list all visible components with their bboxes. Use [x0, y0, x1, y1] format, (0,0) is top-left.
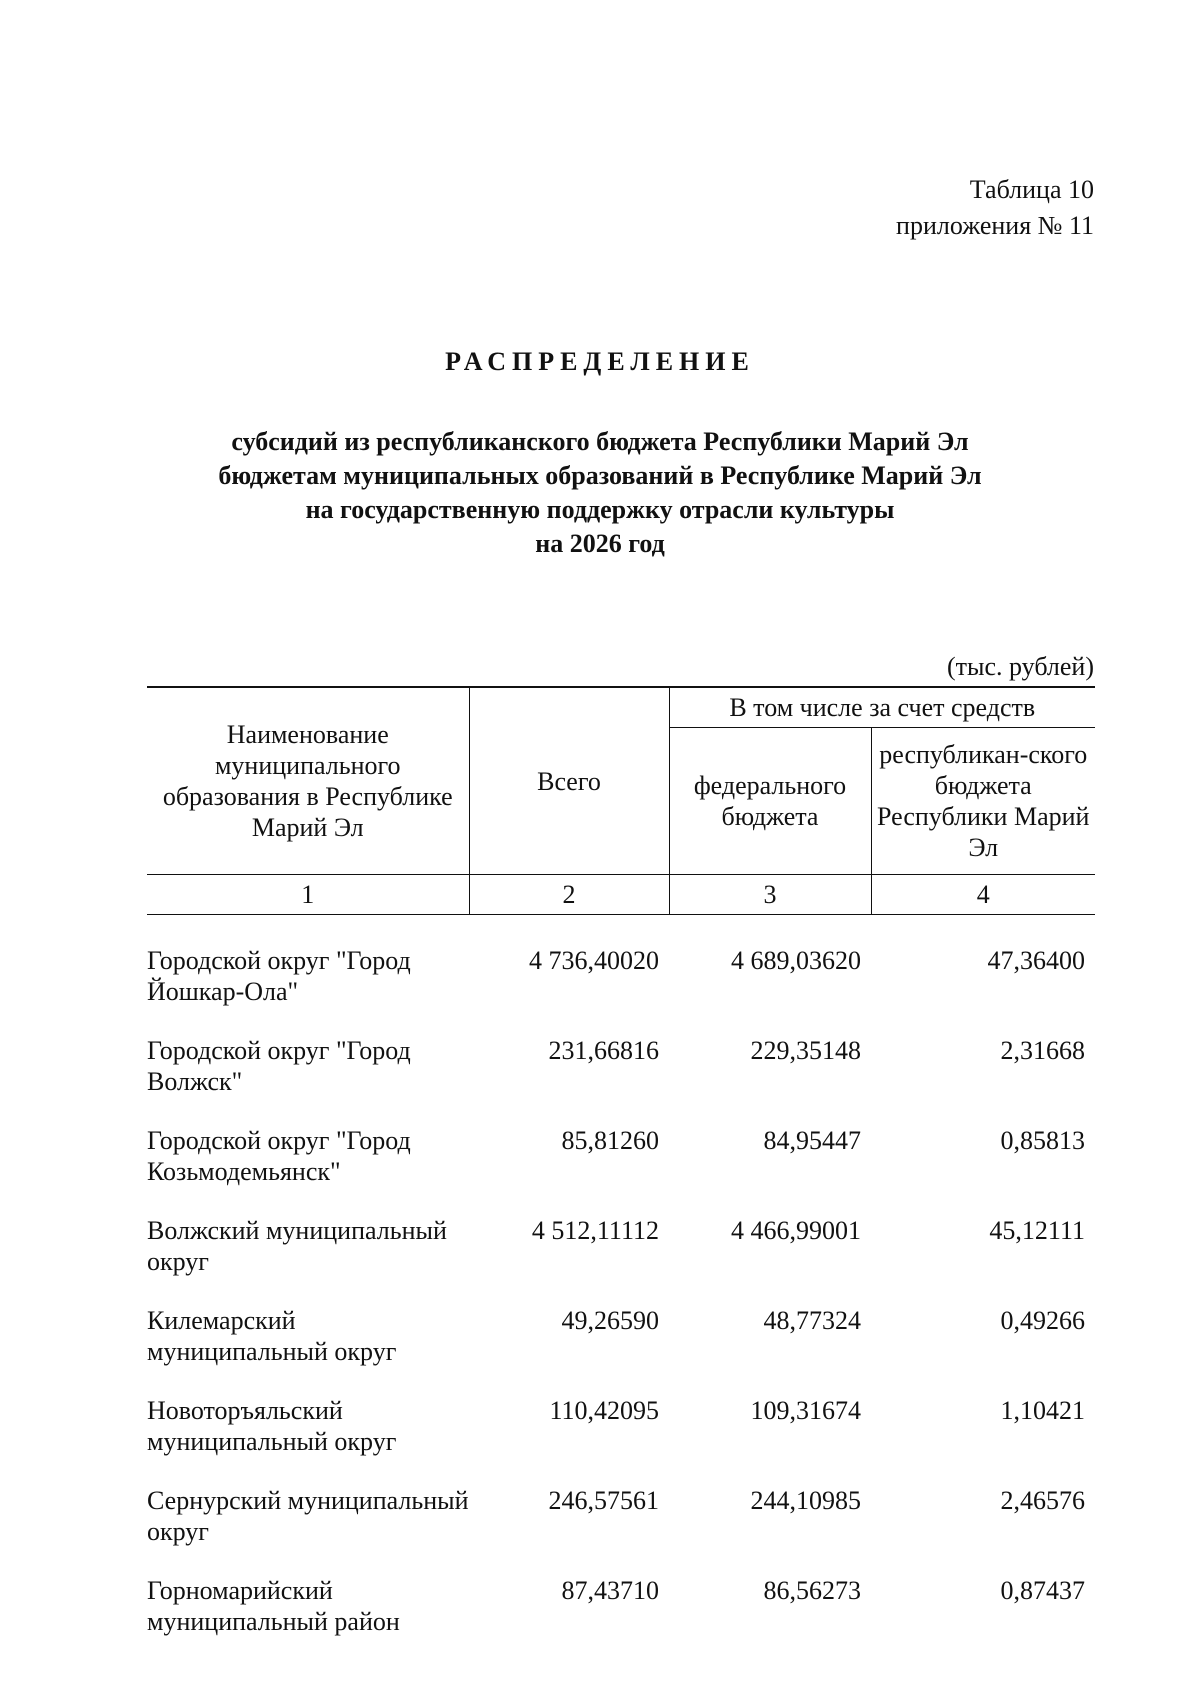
municipality-name: Килемарский муниципальный округ: [147, 1306, 397, 1366]
federal-amount: 109,31674: [750, 1396, 861, 1425]
annex-reference: [896, 172, 1094, 244]
table-row: [147, 915, 1095, 1026]
table-row: [147, 1385, 1095, 1475]
header-republic-label: республикан-ского бюджета Республики Марий Эл: [877, 740, 1090, 862]
total-amount: 87,43710: [561, 1576, 659, 1605]
column-number: 4: [871, 875, 1095, 915]
federal-amount: 4 466,99001: [731, 1216, 861, 1245]
municipality-name: Горномарийский муниципальный район: [147, 1576, 400, 1636]
document-title: РАСПРЕДЕЛЕНИЕ: [445, 347, 755, 376]
document-subtitle: [0, 425, 1200, 561]
municipality-name: Сернурский муниципальный округ: [147, 1486, 469, 1546]
municipality-name: Новоторъяльский муниципальный округ: [147, 1396, 397, 1456]
federal-amount: 229,35148: [750, 1036, 861, 1065]
total-amount: 246,57561: [548, 1486, 659, 1515]
federal-amount: 86,56273: [763, 1576, 861, 1605]
table-row: [147, 1295, 1095, 1385]
table-row: [147, 1115, 1095, 1205]
republic-amount: 0,87437: [1000, 1576, 1085, 1605]
municipality-name: Городской округ "Город Йошкар-Ола": [147, 946, 411, 1006]
column-number: 3: [669, 875, 871, 915]
subtitle-line-1: субсидий из республиканского бюджета Республики Марий Эл: [231, 427, 969, 456]
table-row: [147, 1205, 1095, 1295]
header-total: [469, 687, 669, 875]
subtitle-line-2: бюджетам муниципальных образований в Республике Марий Эл: [218, 461, 982, 490]
total-amount: 4 736,40020: [529, 946, 659, 975]
column-number: 2: [469, 875, 669, 915]
total-amount: 85,81260: [561, 1126, 659, 1155]
header-federal: [669, 728, 871, 875]
header-name-label: Наименование муниципального образования в Республике Марий Эл: [162, 720, 453, 842]
annex-table-number: Таблица 10: [969, 175, 1094, 204]
republic-amount: 2,46576: [1000, 1486, 1085, 1515]
header-total-label: Всего: [537, 766, 601, 796]
subtitle-line-3: на государственную поддержку отрасли культуры: [305, 495, 895, 524]
total-amount: 231,66816: [548, 1036, 659, 1065]
total-amount: 110,42095: [549, 1396, 659, 1425]
federal-amount: 4 689,03620: [731, 946, 861, 975]
federal-amount: 48,77324: [763, 1306, 861, 1335]
table-row: [147, 1475, 1095, 1565]
column-number-row: [147, 875, 1095, 915]
republic-amount: 45,12111: [989, 1216, 1085, 1245]
header-republic: [871, 728, 1095, 875]
republic-amount: 1,10421: [1000, 1396, 1085, 1425]
table-row: [147, 1025, 1095, 1115]
federal-amount: 84,95447: [763, 1126, 861, 1155]
municipality-name: Городской округ "Город Козьмодемьянск": [147, 1126, 411, 1186]
header-including: [669, 687, 1095, 728]
header-including-label: В том числе за счет средств: [729, 693, 1036, 722]
total-amount: 4 512,11112: [531, 1216, 659, 1245]
republic-amount: 47,36400: [987, 946, 1085, 975]
table-row: [147, 1565, 1095, 1655]
federal-amount: 244,10985: [750, 1486, 861, 1515]
units-note: (тыс. рублей): [946, 652, 1094, 681]
header-name: [147, 687, 469, 875]
subtitle-line-4: на 2026 год: [535, 529, 665, 558]
republic-amount: 0,49266: [1000, 1306, 1085, 1335]
municipality-name: Волжский муниципальный округ: [147, 1216, 447, 1276]
annex-appendix-number: приложения № 11: [896, 211, 1094, 240]
municipality-name: Городской округ "Город Волжск": [147, 1036, 411, 1096]
republic-amount: 0,85813: [1000, 1126, 1085, 1155]
column-number: 1: [147, 875, 469, 915]
total-amount: 49,26590: [561, 1306, 659, 1335]
republic-amount: 2,31668: [1000, 1036, 1085, 1065]
distribution-table: [147, 686, 1095, 1655]
header-federal-label: федерального бюджета: [693, 771, 847, 831]
